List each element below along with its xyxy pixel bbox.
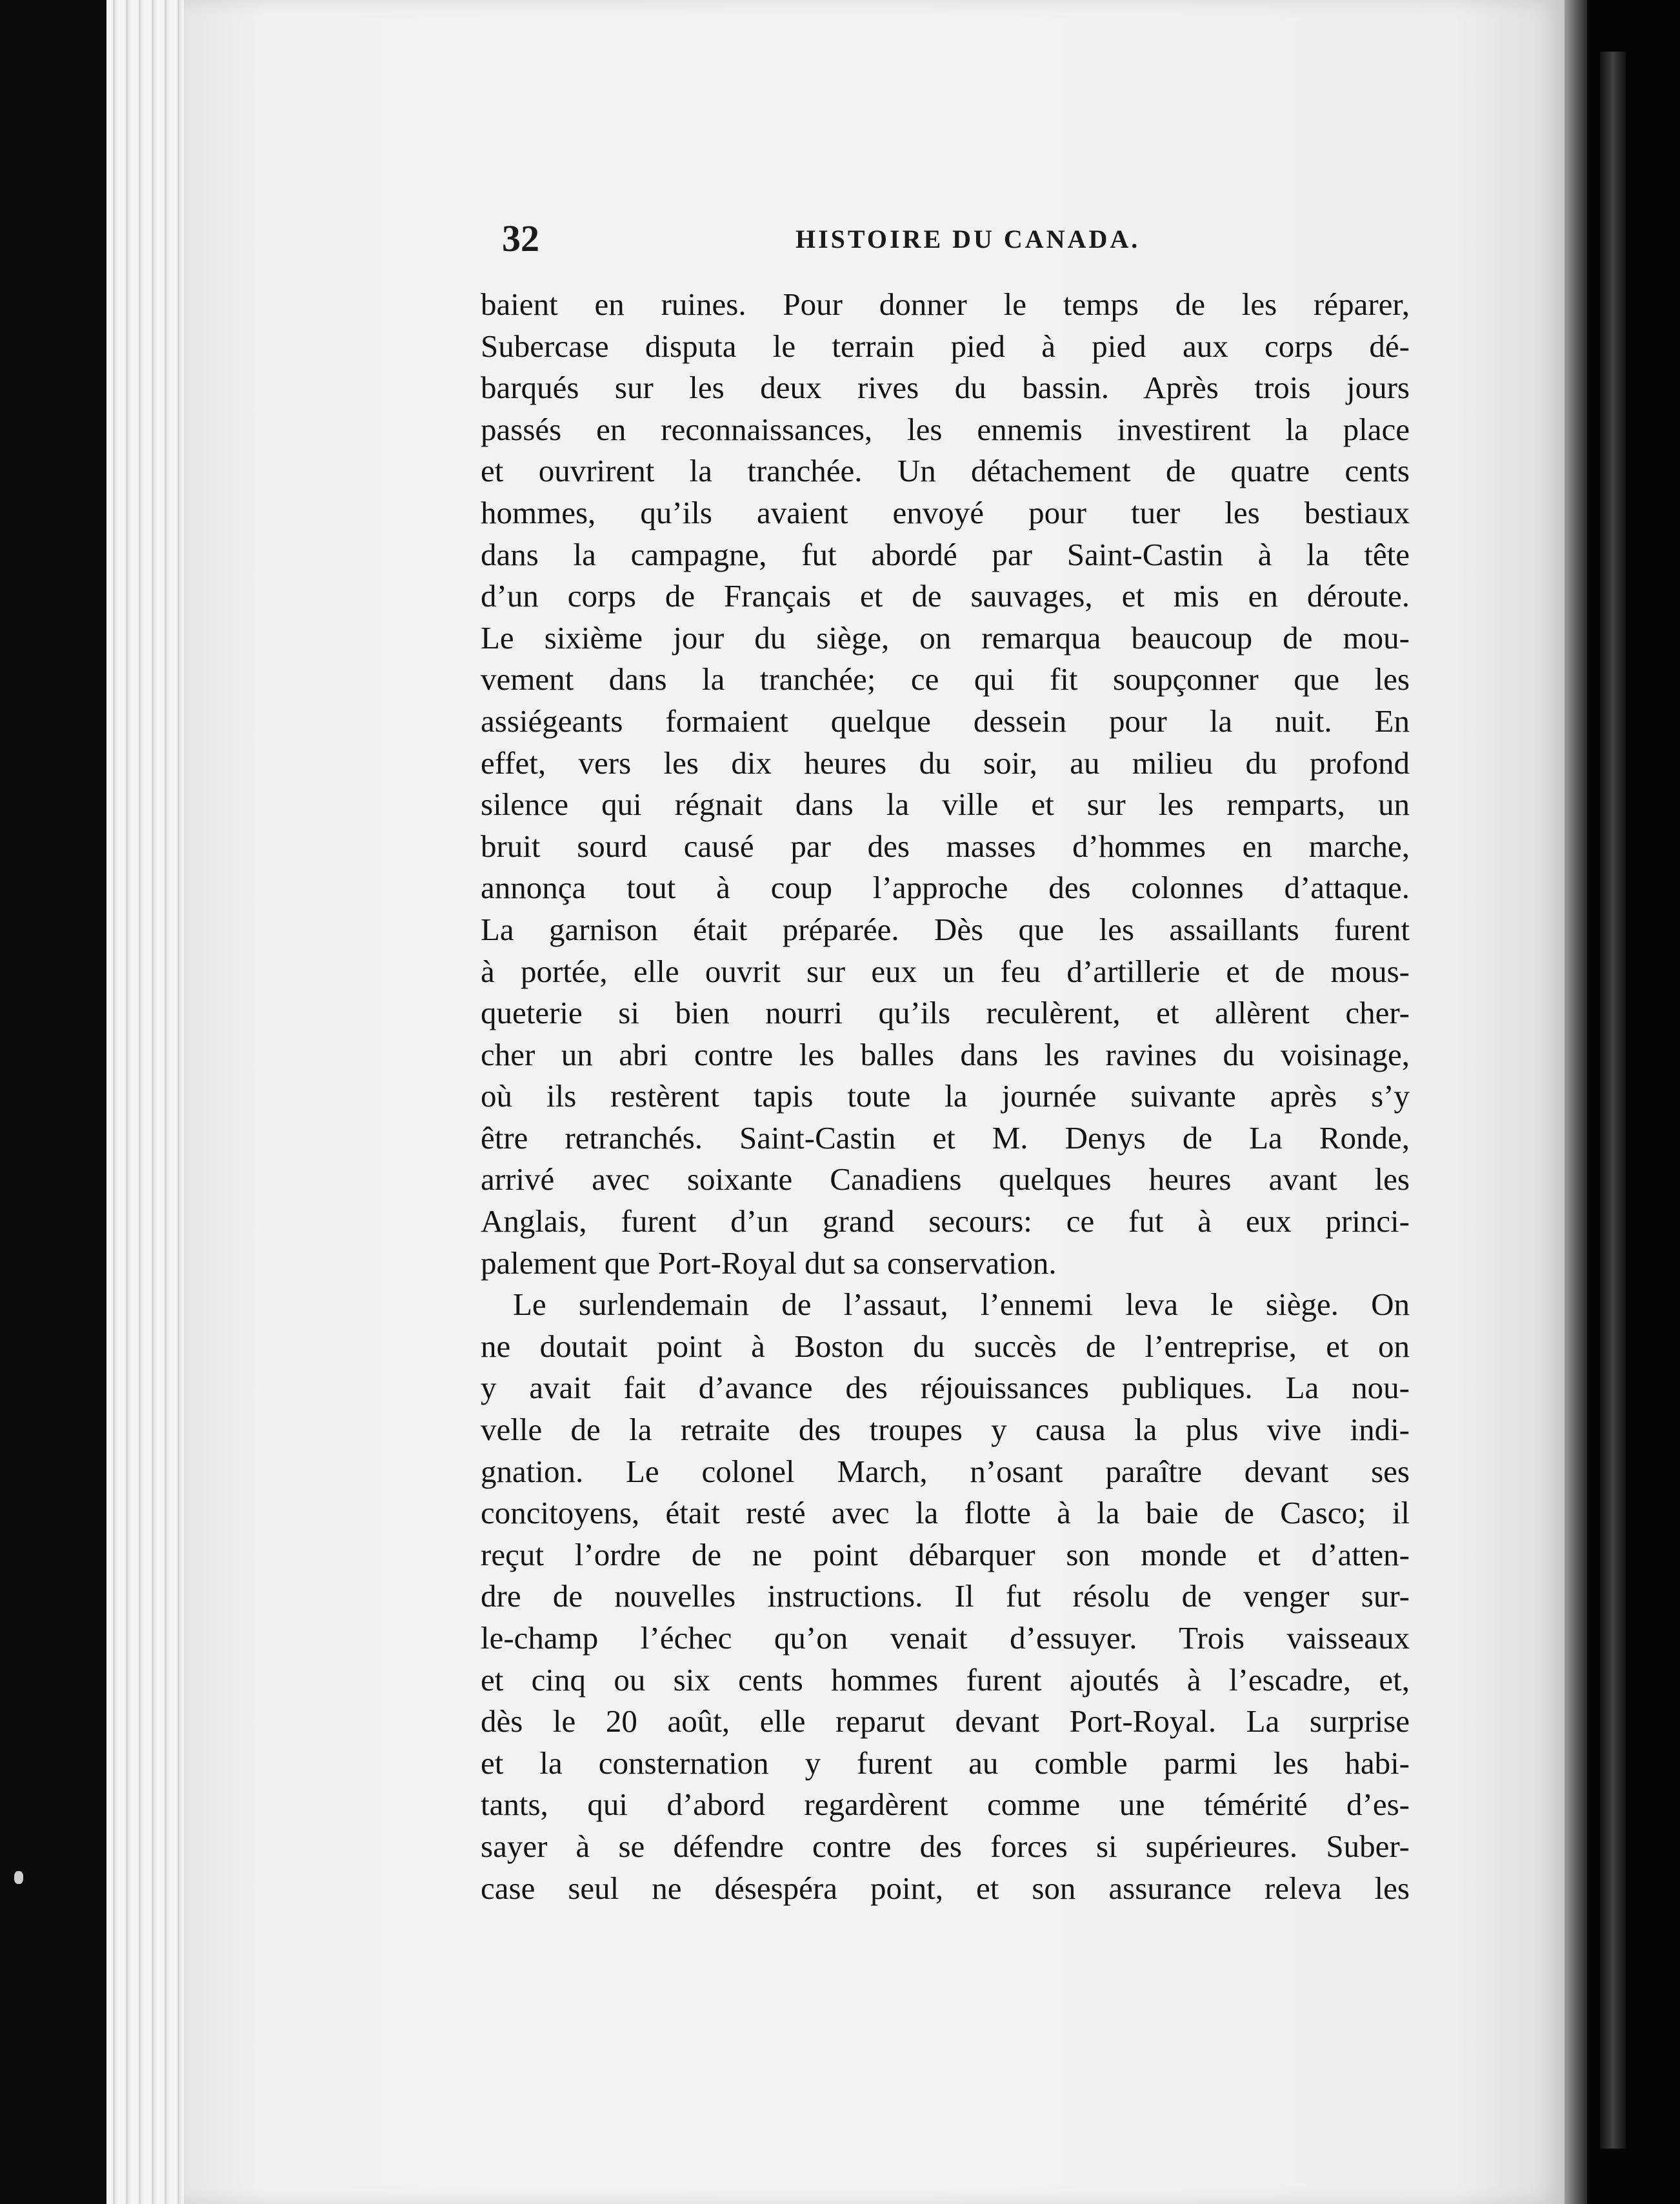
text-line: être retranchés. Saint-Castin et M. Denys de La Ronde,	[481, 1119, 1410, 1156]
text-line: et la consternation y furent au comble parmi les habi-	[481, 1745, 1410, 1781]
text-line: arrivé avec soixante Canadiens quelques heures avant les	[481, 1161, 1410, 1197]
text-line: Subercase disputa le terrain pied à pied aux corps dé-	[481, 328, 1410, 364]
text-line: baient en ruines. Pour donner le temps de les réparer,	[481, 286, 1410, 322]
text-line: Anglais, furent d’un grand secours: ce fut à eux princi-	[481, 1203, 1410, 1239]
text-line: Le surlendemain de l’assaut, l’ennemi leva le siège. On	[513, 1287, 1410, 1323]
page-number: 32	[502, 217, 539, 259]
text-line: gnation. Le colonel March, n’osant paraître devant ses	[481, 1453, 1410, 1489]
text-line: vement dans la tranchée; ce qui fit soupçonner que les	[481, 661, 1410, 697]
text-line: tants, qui d’abord regardèrent comme une témérité d’es-	[481, 1787, 1410, 1823]
text-line: dre de nouvelles instructions. Il fut résolu de venger sur-	[481, 1578, 1410, 1614]
running-head	[502, 216, 1418, 261]
text-line: queterie si bien nourri qu’ils reculèrent, et allèrent cher-	[481, 995, 1410, 1031]
text-line: annonça tout à coup l’approche des colonnes d’attaque.	[481, 870, 1410, 906]
page-block-edges	[106, 0, 184, 2204]
running-title: HISTOIRE DU CANADA.	[795, 225, 1141, 254]
text-line: cher un abri contre les balles dans les ravines du voisinage,	[481, 1036, 1410, 1072]
facing-page-edge	[1600, 52, 1626, 2149]
text-line: hommes, qu’ils avaient envoyé pour tuer les bestiaux	[481, 494, 1410, 530]
text-line: Le sixième jour du siège, on remarqua beaucoup de mou-	[481, 619, 1410, 656]
text-line: silence qui régnait dans la ville et sur les remparts, un	[481, 786, 1410, 823]
text-line: case seul ne désespéra point, et son assurance releva les	[481, 1870, 1410, 1906]
text-line: bruit sourd causé par des masses d’hommes en marche,	[481, 828, 1410, 864]
text-line: reçut l’ordre de ne point débarquer son monde et d’atten-	[481, 1536, 1410, 1572]
text-line: effet, vers les dix heures du soir, au milieu du profond	[481, 745, 1410, 781]
text-line: velle de la retraite des troupes y causa la plus vive indi-	[481, 1412, 1410, 1448]
text-line: d’un corps de Français et de sauvages, et mis en déroute.	[481, 578, 1410, 614]
text-line: dès le 20 août, elle reparut devant Port-Royal. La surprise	[481, 1703, 1410, 1739]
text-line: dans la campagne, fut abordé par Saint-Castin à la tête	[481, 536, 1410, 572]
text-line: y avait fait d’avance des réjouissances publiques. La nou-	[481, 1370, 1410, 1406]
text-line: et ouvrirent la tranchée. Un détachement de quatre cents	[481, 453, 1410, 489]
text-line: ne doutait point à Boston du succès de l’entreprise, et on	[481, 1328, 1410, 1364]
body-text	[481, 284, 1410, 1909]
text-line: à portée, elle ouvrit sur eux un feu d’artillerie et de mous-	[481, 953, 1410, 989]
text-line: assiégeants formaient quelque dessein pour la nuit. En	[481, 703, 1410, 739]
text-line: palement que Port-Royal dut sa conservation.	[481, 1245, 1057, 1281]
text-line: sayer à se défendre contre des forces si supérieures. Suber-	[481, 1828, 1410, 1864]
text-line: barqués sur les deux rives du bassin. Après trois jours	[481, 370, 1410, 406]
text-line: concitoyens, était resté avec la flotte à la baie de Casco; il	[481, 1495, 1410, 1531]
text-line: où ils restèrent tapis toute la journée suivante après s’y	[481, 1078, 1410, 1114]
text-line: La garnison était préparée. Dès que les assaillants furent	[481, 911, 1410, 947]
text-line: le-champ l’échec qu’on venait d’essuyer. Trois vaisseaux	[481, 1620, 1410, 1656]
text-line: passés en reconnaissances, les ennemis investirent la place	[481, 411, 1410, 447]
page-gutter-shadow	[1565, 0, 1587, 2204]
scan-speck	[14, 1871, 23, 1884]
text-line: et cinq ou six cents hommes furent ajoutés à l’escadre, et,	[481, 1661, 1410, 1698]
